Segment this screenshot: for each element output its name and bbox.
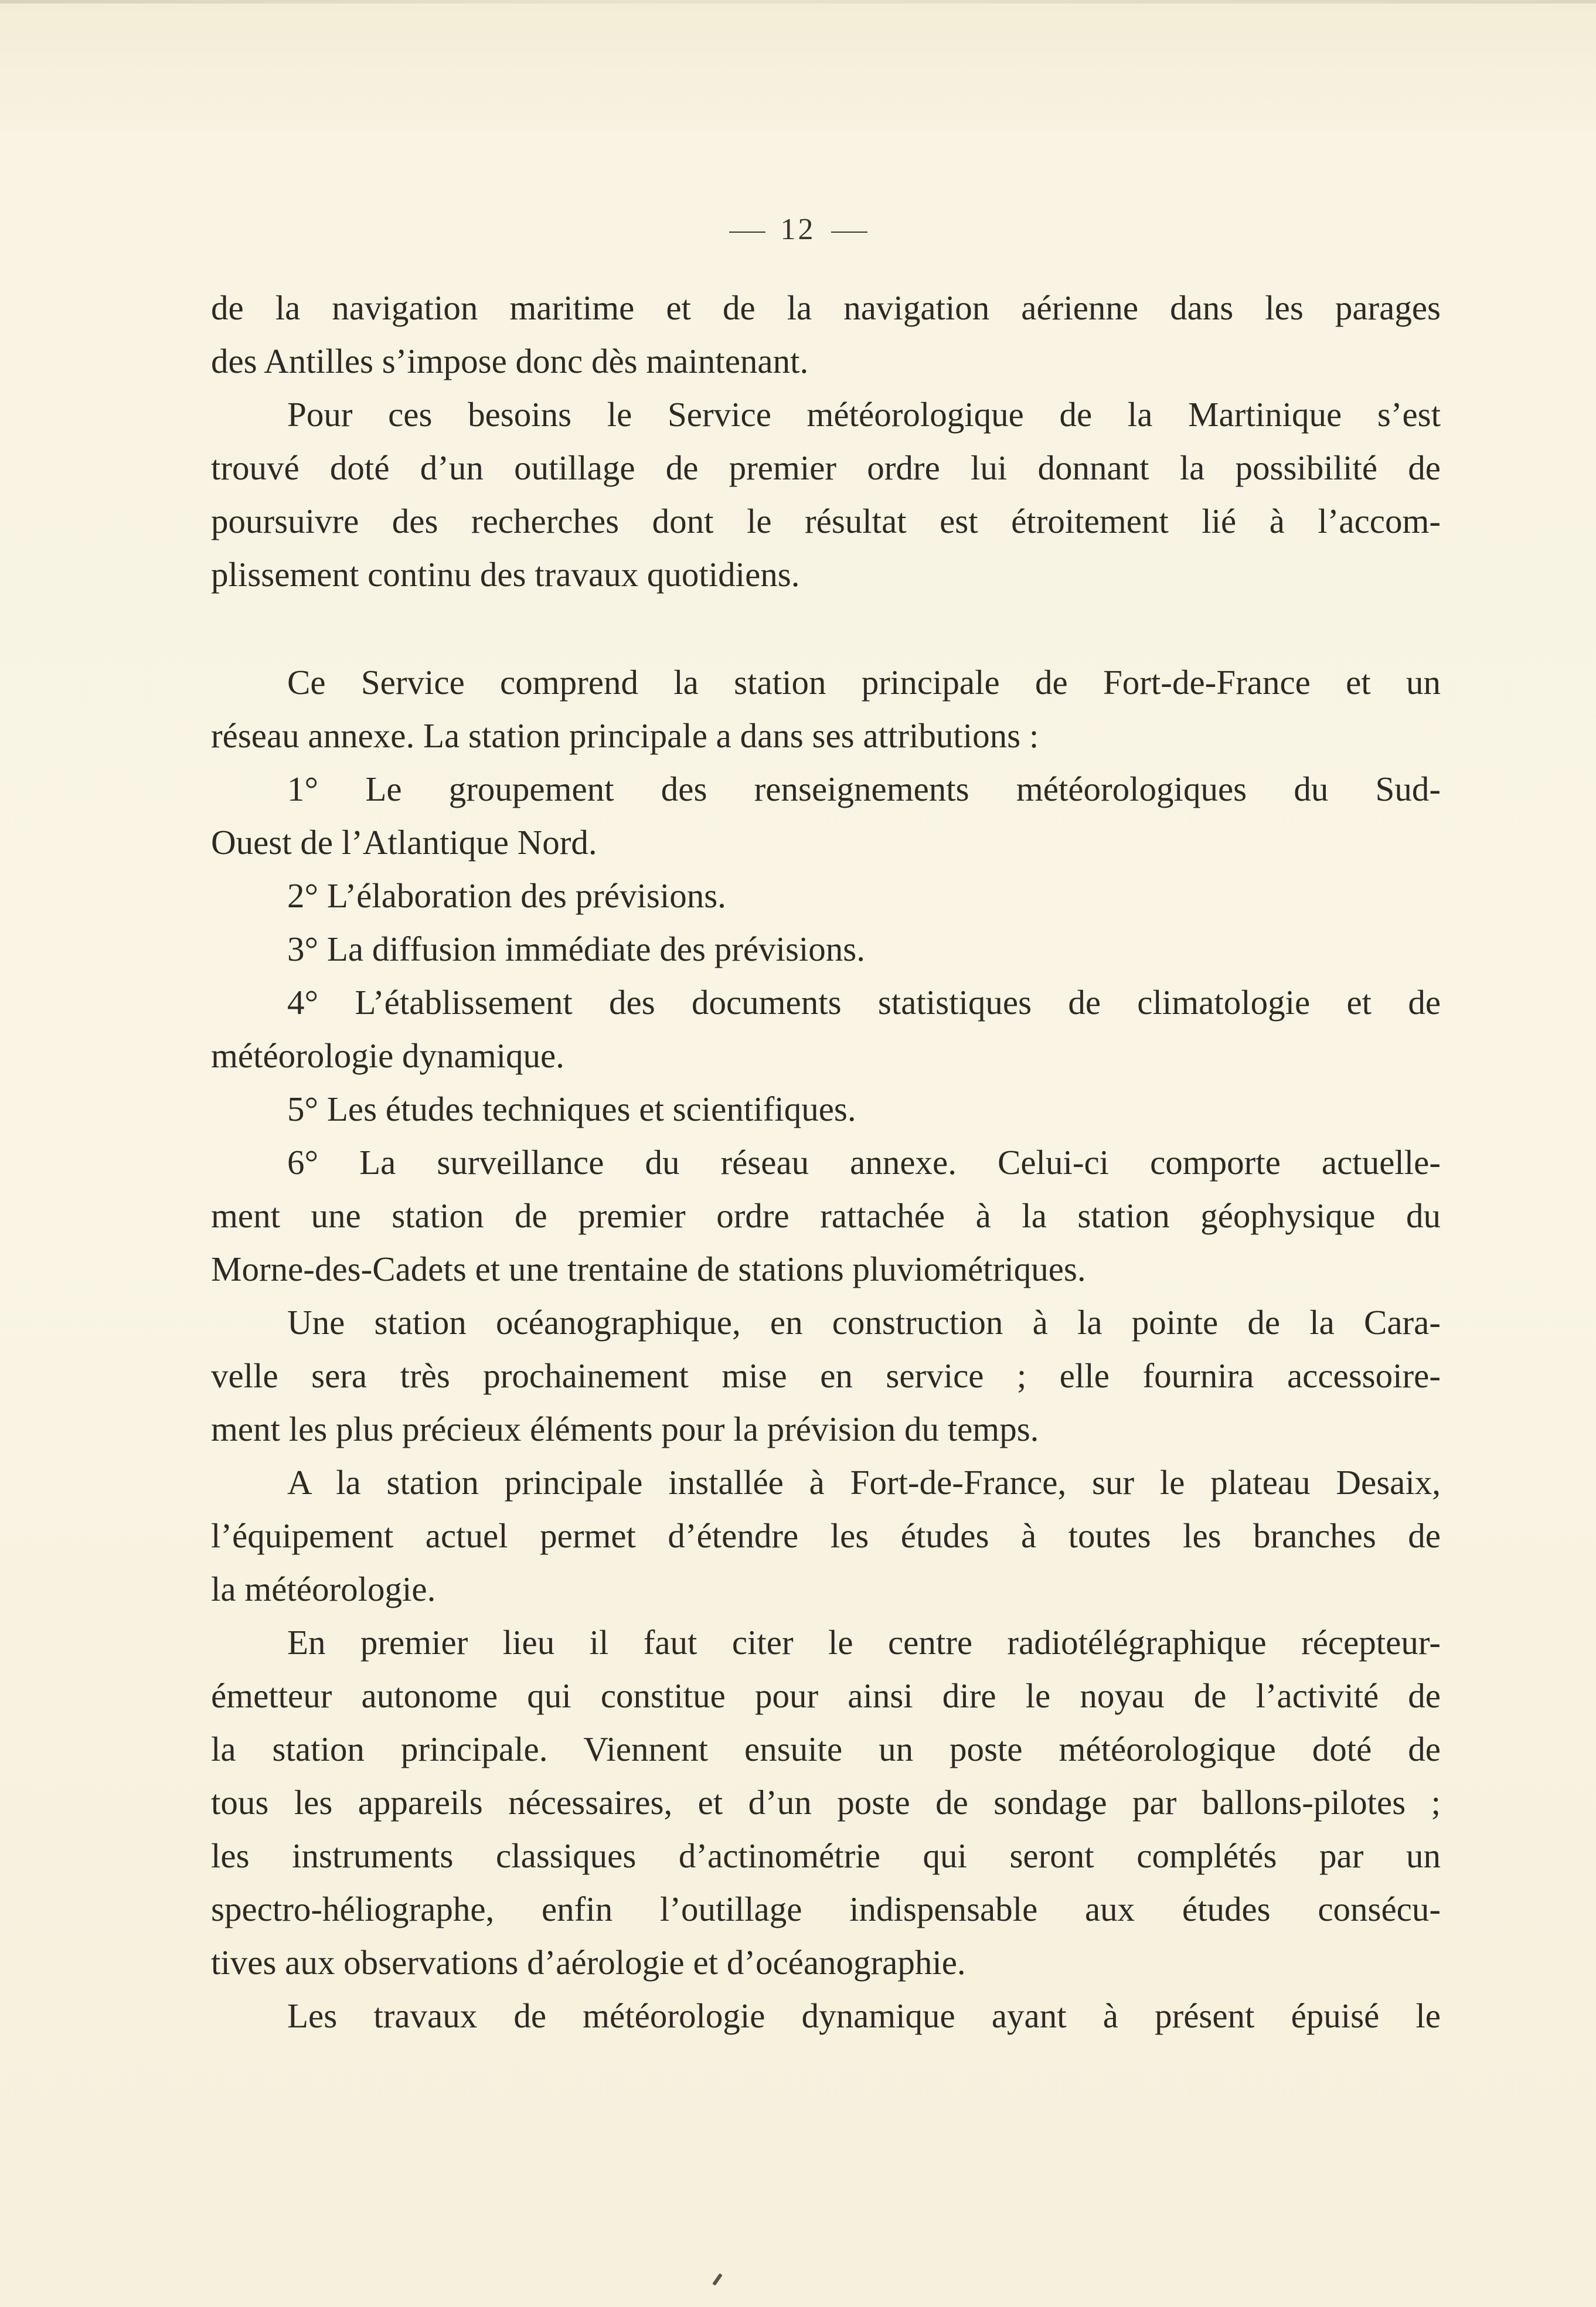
ink-mark [712,2273,723,2285]
text-line: 3° La diffusion immédiate des prévisions. [287,930,866,968]
text-line: météorologie dynamique. [211,1036,564,1075]
text-line: les instruments classiques d’actinométrie qui seront complétés par un [211,1836,1441,1875]
text-line: tives aux observations d’aérologie et d’océanographie. [211,1943,966,1982]
text-line: En premier lieu il faut citer le centre radiotélégraphique récepteur- [287,1623,1441,1662]
text-line: ment une station de premier ordre rattachée à la station géophysique du [211,1196,1441,1235]
text-line: poursuivre des recherches dont le résultat est étroitement lié à l’accom- [211,502,1441,540]
paragraph-gap [211,601,1441,656]
text-line: Les travaux de météorologie dynamique ayant à présent épuisé le [287,1996,1441,2035]
text-line: réseau annexe. La station principale a dans ses attributions : [211,716,1039,755]
text-line: la station principale. Viennent ensuite un poste météorologique doté de [211,1730,1441,1768]
text-line: 6° La surveillance du réseau annexe. Celui-ci comporte actuelle- [287,1143,1441,1182]
text-line: 2° L’élaboration des prévisions. [287,876,726,915]
text-line: spectro-héliographe, enfin l’outillage indispensable aux études consécu- [211,1890,1441,1928]
text-line: 4° L’établissement des documents statistiques de climatologie et de [287,983,1441,1022]
body-text [211,281,1441,2043]
text-line: des Antilles s’impose donc dès maintenant. [211,342,809,380]
text-line: ment les plus précieux éléments pour la prévision du temps. [211,1410,1039,1448]
text-line: trouvé doté d’un outillage de premier ordre lui donnant la possibilité de [211,448,1441,487]
text-line: Ce Service comprend la station principale de Fort-de-France et un [287,663,1441,702]
text-line: émetteur autonome qui constitue pour ainsi dire le noyau de l’activité de [211,1676,1441,1715]
text-line: Une station océanographique, en construction à la pointe de la Cara- [287,1303,1441,1342]
text-line: Pour ces besoins le Service météorologique de la Martinique s’est [287,395,1441,434]
page-top-edge [0,0,1596,4]
text-line: l’équipement actuel permet d’étendre les études à toutes les branches de [211,1516,1441,1555]
text-line: Morne-des-Cadets et une trentaine de stations pluviométriques. [211,1250,1086,1288]
page-number-value: 12 [780,213,816,246]
text-line: la météorologie. [211,1570,436,1608]
left-dash [729,232,765,233]
text-line: plissement continu des travaux quotidiens. [211,555,800,594]
text-line: Ouest de l’Atlantique Nord. [211,823,597,862]
text-line: velle sera très prochainement mise en service ; elle fournira accessoire- [211,1356,1441,1395]
text-line: de la navigation maritime et de la navigation aérienne dans les parages [211,288,1441,327]
page-number [0,212,1596,247]
right-dash [831,232,867,233]
text-line: A la station principale installée à Fort-de-France, sur le plateau Desaix, [287,1463,1441,1502]
text-line: tous les appareils nécessaires, et d’un poste de sondage par ballons-pilotes ; [211,1783,1441,1822]
text-line: 1° Le groupement des renseignements météorologiques du Sud- [287,770,1441,808]
text-line: 5° Les études techniques et scientifiques. [287,1090,856,1128]
